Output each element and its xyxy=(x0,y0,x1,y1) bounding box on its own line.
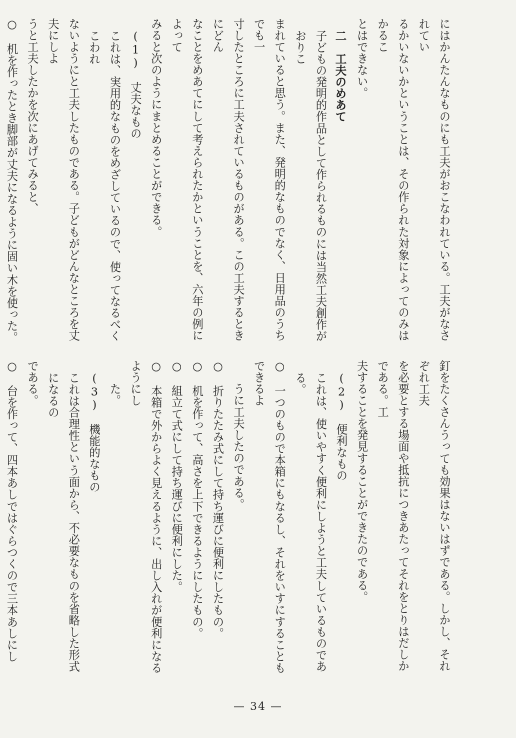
text-column: ○ 机を作って、高さを上下できるようにしたもの。 xyxy=(190,360,204,639)
section-heading: 二 工夫のめあて xyxy=(334,29,349,122)
text-column: ○ 台を作って、四本あしではぐらつくので三本あしにし xyxy=(5,360,19,663)
text-column: た。 xyxy=(108,383,122,407)
text-column: 釘をたくさんうっても効果はないはずである。しかし、それぞれ工夫 xyxy=(417,360,451,672)
text-column: ないようにと工夫したものである。子どもがどんなところを丈夫にしよ xyxy=(46,18,81,342)
text-column: これは、使いやすく便利にしようと工夫しているものである。 xyxy=(293,371,328,672)
upper-text-block xyxy=(5,18,454,349)
text-column: うに工夫したのである。 xyxy=(232,383,246,511)
text-column: 寸したところに工夫されているものがある。この工夫するときにどん xyxy=(211,18,246,342)
text-column: これは、実用的なものをめざしているので、使ってなるべくこわれ xyxy=(87,29,122,342)
text-column: を必要とする場面や抵抗につきあたってそれをとりはだしかである。工 xyxy=(376,360,410,672)
text-column: (1) 丈夫なもの xyxy=(129,29,143,139)
text-column: (3) 機能的なもの xyxy=(87,371,101,493)
text-column: ○ 一つのもので本箱にもなるし、それをいすにすることもできるよ xyxy=(252,360,287,674)
text-column: ○ 本箱で外からよく見えるように、出し入れが便利になるようにし xyxy=(129,360,163,674)
text-column: うと工夫したかを次にあげてみると、 xyxy=(26,18,40,215)
text-column: まれていると思う。また、発明的なものでなく、日用品のうちでも一 xyxy=(252,18,287,342)
text-column: なことをめあてにして考えられたかということを、六年の例によって xyxy=(170,18,204,342)
text-column: (2) 便利なもの xyxy=(335,371,349,481)
text-column: ○ 机を作ったとき脚部が丈夫になるように固い木を使った。 xyxy=(5,18,19,344)
text-column xyxy=(0,18,1,349)
text-column: みると次のようにまとめることができる。 xyxy=(149,18,163,238)
text-column: ○ 折りたたみ式にして持ち運びに便利にしたもの。 xyxy=(211,360,225,639)
text-column: である。 xyxy=(26,360,40,407)
text-column: ○ 組立て式にして持ち運びに便利にした。 xyxy=(170,360,184,593)
text-column: 子どもの発明的作品として作られるものには当然工夫創作がおりこ xyxy=(293,29,328,342)
text-column: とはできない。 xyxy=(355,18,369,99)
text-column: 夫することを発見することができたのである。 xyxy=(355,360,369,603)
text-column: にはかんたんなものにも工夫がおこなわれている。工夫がなされてい xyxy=(417,18,451,342)
text-column: これは合理性という面から、不必要なものを省略した形式になるの xyxy=(46,371,81,672)
lower-text-block xyxy=(5,360,454,682)
text-column: るかいないかということは、その作られた対象によってのみはかるこ xyxy=(376,18,410,342)
page-number: — 34 — xyxy=(233,700,283,713)
